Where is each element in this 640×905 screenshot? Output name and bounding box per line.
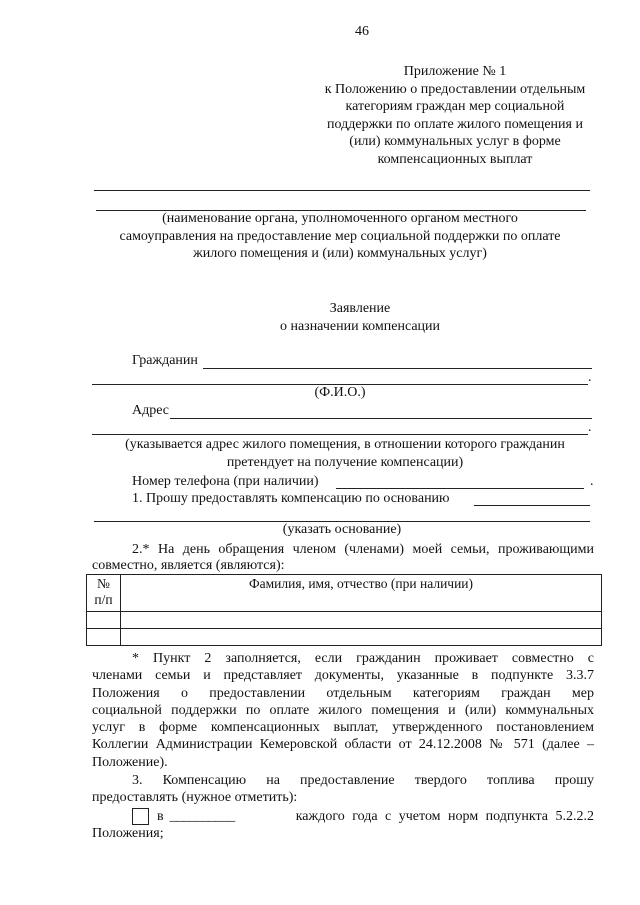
title-line: Заявление xyxy=(329,301,391,316)
table-cell[interactable] xyxy=(87,612,121,629)
table-header-name: Фамилия, имя, отчество (при наличии) xyxy=(121,575,602,612)
fio-caption: (Ф.И.О.) xyxy=(314,385,366,400)
document-title xyxy=(100,300,620,336)
table-row xyxy=(87,629,602,646)
caption-line: самоуправления на предоставление мер социальной поддержки по оплате xyxy=(119,228,561,244)
table-cell[interactable] xyxy=(121,629,602,646)
header-line: к Положению о предоставлении отдельным xyxy=(324,81,586,97)
address-caption xyxy=(60,436,630,472)
caption-line: (указывается адрес жилого помещения, в отношении которого гражданин xyxy=(125,437,565,452)
table-cell[interactable] xyxy=(121,612,602,629)
item-2-line1: 2.* На день обращения членом (членами) моей семьи, проживающими xyxy=(132,542,594,557)
caption-line: (наименование органа, уполномоченного органом местного xyxy=(162,211,518,226)
footnote-line: * Пункт 2 заполняется, если гражданин проживает совместно с xyxy=(132,651,594,666)
table-header-num xyxy=(87,575,121,612)
line-end-dot: . xyxy=(588,420,592,435)
item-3-line1: 3. Компенсацию на предоставление твердого топлива прошу xyxy=(132,773,594,788)
appendix-header xyxy=(290,63,620,169)
caption-line: жилого помещения и (или) коммунальных услуг) xyxy=(193,246,487,262)
item-2-line2: совместно, является (являются): xyxy=(92,558,285,573)
address-label: Адрес xyxy=(132,403,170,418)
table-header-row xyxy=(87,575,602,612)
option-line2: Положения; xyxy=(92,826,164,841)
title-line: о назначении компенсации xyxy=(279,319,441,334)
footnote xyxy=(92,650,594,771)
family-members-table xyxy=(86,574,602,646)
phone-label: Номер телефона (при наличии) xyxy=(132,474,319,489)
header-num-line: № xyxy=(97,576,110,591)
basis-caption: (указать основание) xyxy=(282,522,402,537)
footnote-line: Коллегии Администрации Кемеровской области от 24.12.2008 № 571 (далее – xyxy=(92,737,594,753)
footnote-line: членами семьи и представляет документы, указанные в подпункте 3.3.7 xyxy=(92,668,594,684)
line-end-dot: . xyxy=(588,370,592,385)
authority-caption xyxy=(60,210,620,263)
option-checkbox[interactable] xyxy=(132,808,149,825)
authority-blank-line xyxy=(94,190,590,191)
address-line xyxy=(170,418,592,419)
line-end-dot: . xyxy=(590,474,594,489)
footnote-line: социальной поддержки по оплате жилого помещения и (или) коммунальных xyxy=(92,702,594,718)
item-3-line2: предоставлять (нужное отметить): xyxy=(92,790,298,805)
header-line: (или) коммунальных услуг в форме xyxy=(349,134,561,150)
header-line: Приложение № 1 xyxy=(403,64,507,79)
header-line: категориям граждан мер социальной xyxy=(345,99,565,115)
basis-line xyxy=(474,505,590,506)
footnote-line: Положения о предоставлении отдельным категориям граждан мер xyxy=(92,685,594,701)
footnote-line: Положение). xyxy=(92,754,168,770)
citizen-name-line xyxy=(203,368,592,369)
header-line: компенсационных выплат xyxy=(377,151,533,167)
page-number: 46 xyxy=(355,24,369,39)
table-cell[interactable] xyxy=(87,629,121,646)
header-num-line: п/п xyxy=(94,592,113,607)
option-text: каждого года с учетом норм подпункта 5.2.2.2 xyxy=(295,808,594,824)
header-line: поддержки по оплате жилого помещения и xyxy=(327,116,583,132)
table-row xyxy=(87,612,602,629)
address-line-2 xyxy=(92,434,588,435)
phone-line xyxy=(336,488,584,489)
item-1-text: 1. Прошу предоставлять компенсацию по основанию xyxy=(132,491,450,506)
citizen-label: Гражданин xyxy=(132,353,198,368)
option-blank[interactable]: __________ xyxy=(169,808,235,824)
footnote-line: услуг в форме компенсационных выплат, утвержденного постановлением xyxy=(92,720,594,736)
caption-line: претендует на получение компенсации) xyxy=(226,455,464,470)
option-prefix: в xyxy=(157,808,164,824)
option-row xyxy=(132,808,594,825)
